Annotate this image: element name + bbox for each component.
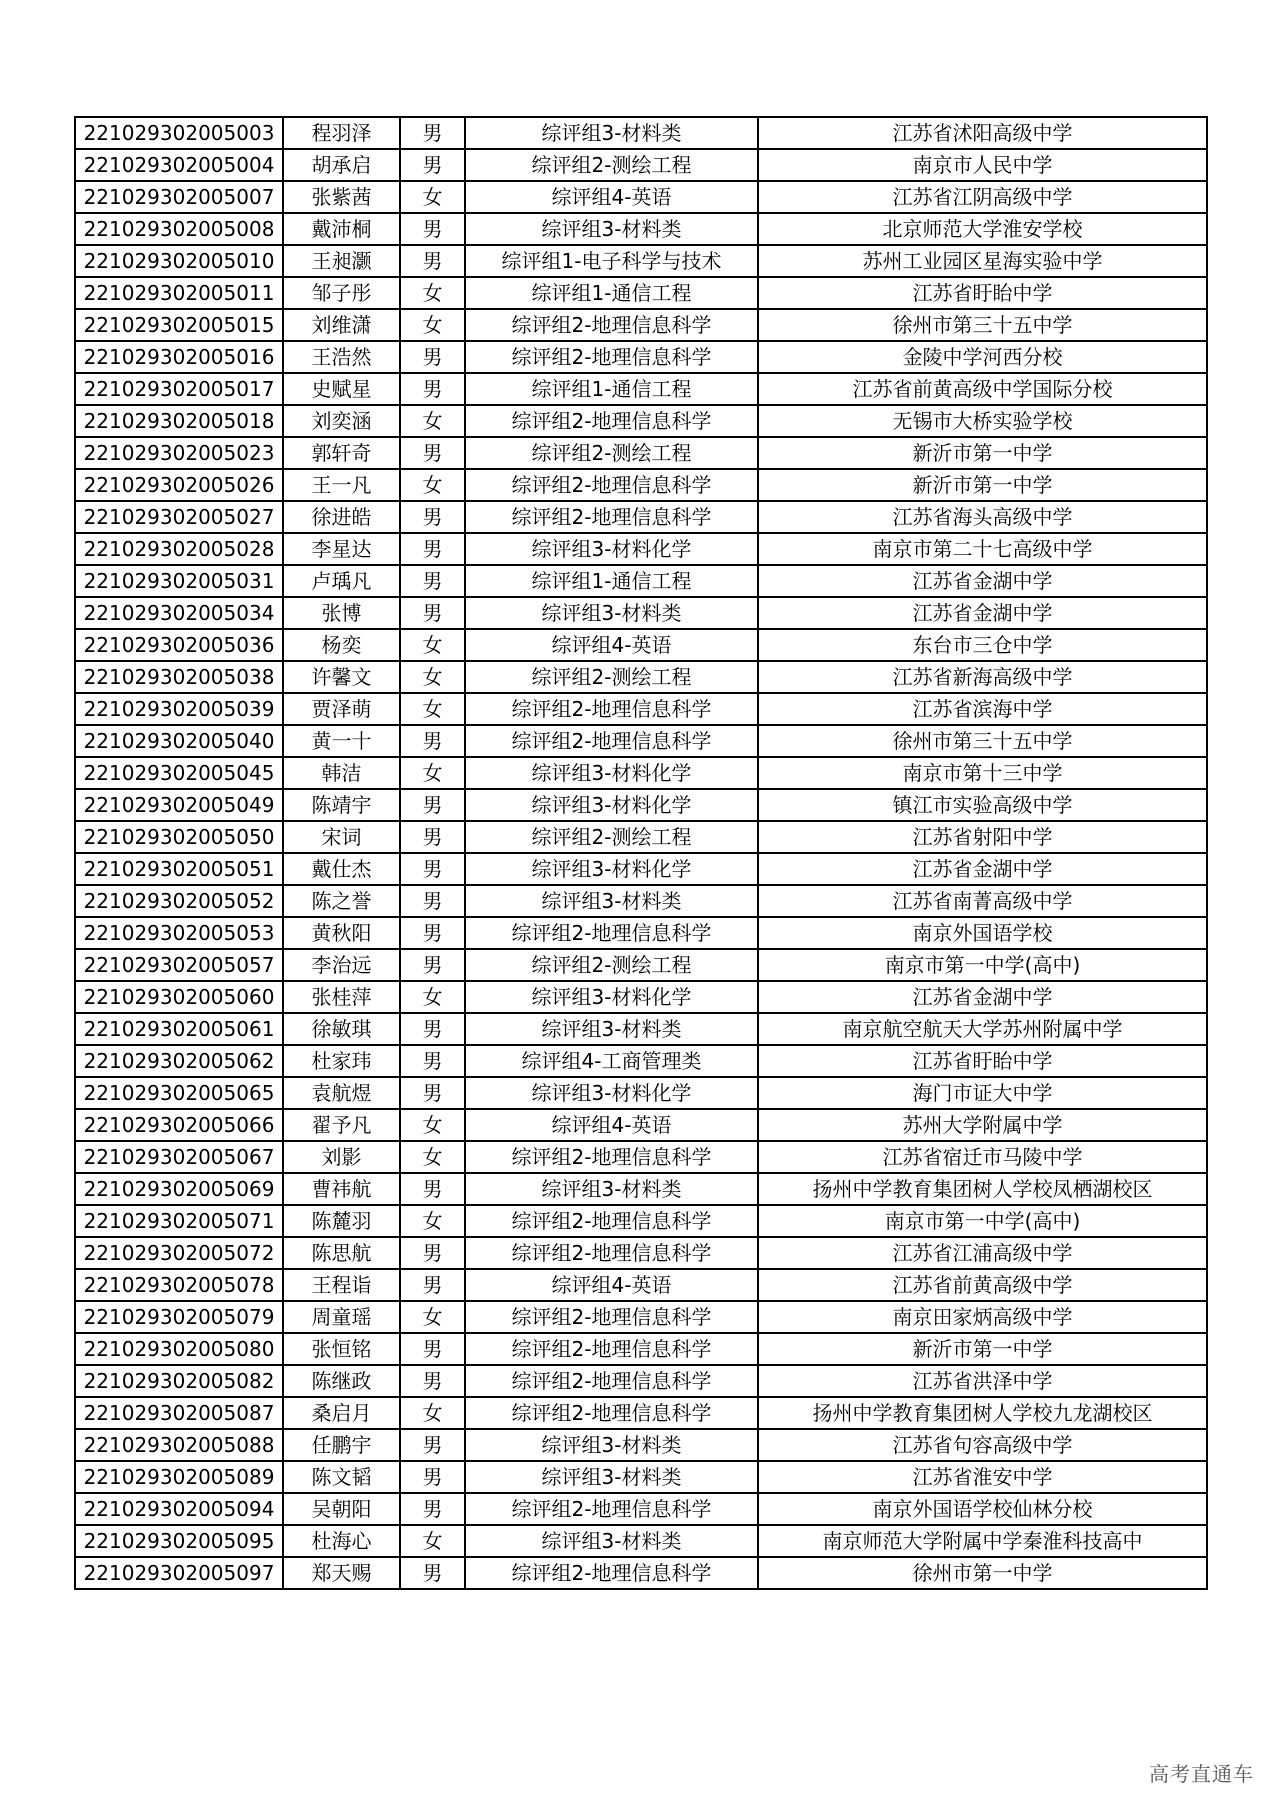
exam-id-cell: 221029302005028 <box>75 533 283 565</box>
name-cell: 徐敏琪 <box>283 1013 400 1045</box>
name-cell: 史赋星 <box>283 373 400 405</box>
table-row <box>75 693 1207 725</box>
gender-cell: 男 <box>400 341 465 373</box>
table-row <box>75 213 1207 245</box>
group-cell: 综评组2-地理信息科学 <box>465 469 758 501</box>
group-cell: 综评组3-材料类 <box>465 885 758 917</box>
school-cell: 北京师范大学淮安学校 <box>758 213 1207 245</box>
group-cell: 综评组4-英语 <box>465 181 758 213</box>
name-cell: 杨奕 <box>283 629 400 661</box>
name-cell: 陈文韬 <box>283 1461 400 1493</box>
name-cell: 王浩然 <box>283 341 400 373</box>
exam-id-cell: 221029302005072 <box>75 1237 283 1269</box>
table-row <box>75 917 1207 949</box>
name-cell: 宋词 <box>283 821 400 853</box>
group-cell: 综评组1-通信工程 <box>465 565 758 597</box>
gender-cell: 男 <box>400 437 465 469</box>
exam-id-cell: 221029302005017 <box>75 373 283 405</box>
group-cell: 综评组2-地理信息科学 <box>465 1301 758 1333</box>
gender-cell: 女 <box>400 1141 465 1173</box>
exam-id-cell: 221029302005051 <box>75 853 283 885</box>
school-cell: 江苏省宿迁市马陵中学 <box>758 1141 1207 1173</box>
school-cell: 江苏省前黄高级中学国际分校 <box>758 373 1207 405</box>
exam-id-cell: 221029302005080 <box>75 1333 283 1365</box>
gender-cell: 女 <box>400 757 465 789</box>
name-cell: 李治远 <box>283 949 400 981</box>
exam-id-cell: 221029302005049 <box>75 789 283 821</box>
gender-cell: 女 <box>400 181 465 213</box>
name-cell: 王程诣 <box>283 1269 400 1301</box>
gender-cell: 男 <box>400 1493 465 1525</box>
group-cell: 综评组1-电子科学与技术 <box>465 245 758 277</box>
name-cell: 陈继政 <box>283 1365 400 1397</box>
name-cell: 杜海心 <box>283 1525 400 1557</box>
group-cell: 综评组2-地理信息科学 <box>465 1493 758 1525</box>
table-row <box>75 1237 1207 1269</box>
gender-cell: 男 <box>400 1077 465 1109</box>
exam-id-cell: 221029302005062 <box>75 1045 283 1077</box>
group-cell: 综评组4-英语 <box>465 1269 758 1301</box>
school-cell: 徐州市第三十五中学 <box>758 309 1207 341</box>
school-cell: 苏州工业园区星海实验中学 <box>758 245 1207 277</box>
exam-id-cell: 221029302005061 <box>75 1013 283 1045</box>
group-cell: 综评组2-地理信息科学 <box>465 1557 758 1589</box>
gender-cell: 男 <box>400 1557 465 1589</box>
group-cell: 综评组2-测绘工程 <box>465 661 758 693</box>
group-cell: 综评组1-通信工程 <box>465 277 758 309</box>
gender-cell: 男 <box>400 725 465 757</box>
group-cell: 综评组2-地理信息科学 <box>465 917 758 949</box>
school-cell: 江苏省盱眙中学 <box>758 1045 1207 1077</box>
exam-id-cell: 221029302005040 <box>75 725 283 757</box>
table-row <box>75 629 1207 661</box>
group-cell: 综评组3-材料化学 <box>465 981 758 1013</box>
table-row <box>75 1557 1207 1589</box>
school-cell: 南京师范大学附属中学秦淮科技高中 <box>758 1525 1207 1557</box>
exam-id-cell: 221029302005031 <box>75 565 283 597</box>
school-cell: 镇江市实验高级中学 <box>758 789 1207 821</box>
name-cell: 郑天赐 <box>283 1557 400 1589</box>
group-cell: 综评组2-地理信息科学 <box>465 1205 758 1237</box>
table-row <box>75 245 1207 277</box>
table-row <box>75 373 1207 405</box>
gender-cell: 男 <box>400 949 465 981</box>
name-cell: 刘影 <box>283 1141 400 1173</box>
gender-cell: 男 <box>400 1237 465 1269</box>
school-cell: 江苏省句容高级中学 <box>758 1429 1207 1461</box>
gender-cell: 男 <box>400 565 465 597</box>
school-cell: 江苏省金湖中学 <box>758 981 1207 1013</box>
exam-id-cell: 221029302005004 <box>75 149 283 181</box>
exam-id-cell: 221029302005015 <box>75 309 283 341</box>
table-row <box>75 1333 1207 1365</box>
gender-cell: 男 <box>400 501 465 533</box>
table-row <box>75 1141 1207 1173</box>
group-cell: 综评组1-通信工程 <box>465 373 758 405</box>
exam-id-cell: 221029302005067 <box>75 1141 283 1173</box>
gender-cell: 男 <box>400 917 465 949</box>
exam-id-cell: 221029302005038 <box>75 661 283 693</box>
gender-cell: 男 <box>400 533 465 565</box>
name-cell: 张博 <box>283 597 400 629</box>
name-cell: 袁航煜 <box>283 1077 400 1109</box>
school-cell: 江苏省前黄高级中学 <box>758 1269 1207 1301</box>
name-cell: 曹祎航 <box>283 1173 400 1205</box>
exam-id-cell: 221029302005050 <box>75 821 283 853</box>
name-cell: 卢瑀凡 <box>283 565 400 597</box>
table-row <box>75 1045 1207 1077</box>
group-cell: 综评组3-材料化学 <box>465 853 758 885</box>
name-cell: 戴沛桐 <box>283 213 400 245</box>
school-cell: 江苏省新海高级中学 <box>758 661 1207 693</box>
school-cell: 南京市第十三中学 <box>758 757 1207 789</box>
name-cell: 陈思航 <box>283 1237 400 1269</box>
table-row <box>75 789 1207 821</box>
table-row <box>75 725 1207 757</box>
table-row <box>75 1109 1207 1141</box>
group-cell: 综评组3-材料类 <box>465 1013 758 1045</box>
gender-cell: 男 <box>400 1269 465 1301</box>
school-cell: 南京外国语学校仙林分校 <box>758 1493 1207 1525</box>
exam-id-cell: 221029302005071 <box>75 1205 283 1237</box>
exam-id-cell: 221029302005039 <box>75 693 283 725</box>
gender-cell: 男 <box>400 789 465 821</box>
gender-cell: 男 <box>400 853 465 885</box>
group-cell: 综评组2-地理信息科学 <box>465 1141 758 1173</box>
table-row <box>75 117 1207 149</box>
table-row <box>75 1077 1207 1109</box>
exam-id-cell: 221029302005065 <box>75 1077 283 1109</box>
school-cell: 江苏省盱眙中学 <box>758 277 1207 309</box>
exam-id-cell: 221029302005088 <box>75 1429 283 1461</box>
school-cell: 南京航空航天大学苏州附属中学 <box>758 1013 1207 1045</box>
group-cell: 综评组3-材料化学 <box>465 533 758 565</box>
name-cell: 张桂萍 <box>283 981 400 1013</box>
name-cell: 程羽泽 <box>283 117 400 149</box>
name-cell: 陈靖宇 <box>283 789 400 821</box>
gender-cell: 男 <box>400 1013 465 1045</box>
school-cell: 江苏省南菁高级中学 <box>758 885 1207 917</box>
table-row <box>75 1205 1207 1237</box>
gender-cell: 女 <box>400 693 465 725</box>
table-body <box>75 117 1207 1589</box>
school-cell: 苏州大学附属中学 <box>758 1109 1207 1141</box>
table-row <box>75 1525 1207 1557</box>
exam-id-cell: 221029302005018 <box>75 405 283 437</box>
group-cell: 综评组2-测绘工程 <box>465 949 758 981</box>
gender-cell: 女 <box>400 981 465 1013</box>
school-cell: 东台市三仓中学 <box>758 629 1207 661</box>
name-cell: 黄一十 <box>283 725 400 757</box>
table-row <box>75 405 1207 437</box>
group-cell: 综评组2-地理信息科学 <box>465 405 758 437</box>
school-cell: 南京外国语学校 <box>758 917 1207 949</box>
group-cell: 综评组2-地理信息科学 <box>465 693 758 725</box>
exam-id-cell: 221029302005097 <box>75 1557 283 1589</box>
school-cell: 无锡市大桥实验学校 <box>758 405 1207 437</box>
group-cell: 综评组2-地理信息科学 <box>465 1365 758 1397</box>
table-row <box>75 149 1207 181</box>
table-row <box>75 1013 1207 1045</box>
name-cell: 黄秋阳 <box>283 917 400 949</box>
group-cell: 综评组3-材料类 <box>465 213 758 245</box>
school-cell: 新沂市第一中学 <box>758 1333 1207 1365</box>
gender-cell: 女 <box>400 277 465 309</box>
gender-cell: 女 <box>400 405 465 437</box>
table-row <box>75 1173 1207 1205</box>
group-cell: 综评组2-地理信息科学 <box>465 501 758 533</box>
exam-id-cell: 221029302005016 <box>75 341 283 373</box>
school-cell: 新沂市第一中学 <box>758 469 1207 501</box>
table-row <box>75 1461 1207 1493</box>
name-cell: 戴仕杰 <box>283 853 400 885</box>
group-cell: 综评组2-地理信息科学 <box>465 1397 758 1429</box>
table-row <box>75 565 1207 597</box>
gender-cell: 男 <box>400 117 465 149</box>
gender-cell: 男 <box>400 821 465 853</box>
gender-cell: 女 <box>400 629 465 661</box>
exam-id-cell: 221029302005066 <box>75 1109 283 1141</box>
table-row <box>75 181 1207 213</box>
gender-cell: 男 <box>400 1365 465 1397</box>
name-cell: 周童瑶 <box>283 1301 400 1333</box>
table-row <box>75 1269 1207 1301</box>
group-cell: 综评组2-地理信息科学 <box>465 309 758 341</box>
exam-id-cell: 221029302005057 <box>75 949 283 981</box>
gender-cell: 女 <box>400 309 465 341</box>
exam-id-cell: 221029302005052 <box>75 885 283 917</box>
school-cell: 江苏省海头高级中学 <box>758 501 1207 533</box>
group-cell: 综评组3-材料类 <box>465 1525 758 1557</box>
table-row <box>75 533 1207 565</box>
exam-id-cell: 221029302005023 <box>75 437 283 469</box>
table-row <box>75 757 1207 789</box>
group-cell: 综评组4-英语 <box>465 1109 758 1141</box>
name-cell: 韩洁 <box>283 757 400 789</box>
table-row <box>75 1397 1207 1429</box>
gender-cell: 女 <box>400 1109 465 1141</box>
group-cell: 综评组3-材料类 <box>465 117 758 149</box>
name-cell: 王一凡 <box>283 469 400 501</box>
table-row <box>75 1365 1207 1397</box>
name-cell: 刘奕涵 <box>283 405 400 437</box>
gender-cell: 男 <box>400 1045 465 1077</box>
exam-id-cell: 221029302005087 <box>75 1397 283 1429</box>
exam-id-cell: 221029302005069 <box>75 1173 283 1205</box>
name-cell: 许馨文 <box>283 661 400 693</box>
gender-cell: 女 <box>400 1205 465 1237</box>
exam-id-cell: 221029302005089 <box>75 1461 283 1493</box>
school-cell: 江苏省江阴高级中学 <box>758 181 1207 213</box>
name-cell: 任鹏宇 <box>283 1429 400 1461</box>
table-row <box>75 341 1207 373</box>
school-cell: 南京市第一中学(高中) <box>758 1205 1207 1237</box>
group-cell: 综评组3-材料类 <box>465 597 758 629</box>
exam-id-cell: 221029302005008 <box>75 213 283 245</box>
table-row <box>75 277 1207 309</box>
school-cell: 江苏省滨海中学 <box>758 693 1207 725</box>
gender-cell: 女 <box>400 1397 465 1429</box>
gender-cell: 女 <box>400 1301 465 1333</box>
watermark-text: 高考直通车 <box>1149 1762 1254 1786</box>
table-row <box>75 501 1207 533</box>
gender-cell: 男 <box>400 1461 465 1493</box>
name-cell: 张恒铭 <box>283 1333 400 1365</box>
exam-id-cell: 221029302005026 <box>75 469 283 501</box>
school-cell: 扬州中学教育集团树人学校凤栖湖校区 <box>758 1173 1207 1205</box>
name-cell: 翟予凡 <box>283 1109 400 1141</box>
school-cell: 江苏省沭阳高级中学 <box>758 117 1207 149</box>
gender-cell: 男 <box>400 885 465 917</box>
group-cell: 综评组4-英语 <box>465 629 758 661</box>
group-cell: 综评组2-测绘工程 <box>465 437 758 469</box>
name-cell: 郭轩奇 <box>283 437 400 469</box>
table-row <box>75 821 1207 853</box>
name-cell: 张紫茜 <box>283 181 400 213</box>
school-cell: 南京田家炳高级中学 <box>758 1301 1207 1333</box>
table-row <box>75 469 1207 501</box>
table-row <box>75 597 1207 629</box>
group-cell: 综评组2-测绘工程 <box>465 149 758 181</box>
school-cell: 南京市第二十七高级中学 <box>758 533 1207 565</box>
school-cell: 江苏省淮安中学 <box>758 1461 1207 1493</box>
group-cell: 综评组3-材料类 <box>465 1461 758 1493</box>
group-cell: 综评组3-材料类 <box>465 1173 758 1205</box>
name-cell: 刘维潇 <box>283 309 400 341</box>
gender-cell: 男 <box>400 597 465 629</box>
exam-id-cell: 221029302005082 <box>75 1365 283 1397</box>
school-cell: 南京市人民中学 <box>758 149 1207 181</box>
school-cell: 江苏省江浦高级中学 <box>758 1237 1207 1269</box>
exam-id-cell: 221029302005060 <box>75 981 283 1013</box>
group-cell: 综评组2-地理信息科学 <box>465 1333 758 1365</box>
school-cell: 江苏省金湖中学 <box>758 597 1207 629</box>
school-cell: 金陵中学河西分校 <box>758 341 1207 373</box>
group-cell: 综评组2-地理信息科学 <box>465 725 758 757</box>
name-cell: 王昶灏 <box>283 245 400 277</box>
school-cell: 江苏省金湖中学 <box>758 565 1207 597</box>
exam-id-cell: 221029302005053 <box>75 917 283 949</box>
name-cell: 桑启月 <box>283 1397 400 1429</box>
table-row <box>75 1493 1207 1525</box>
school-cell: 扬州中学教育集团树人学校九龙湖校区 <box>758 1397 1207 1429</box>
group-cell: 综评组4-工商管理类 <box>465 1045 758 1077</box>
table-row <box>75 661 1207 693</box>
name-cell: 陈之誉 <box>283 885 400 917</box>
school-cell: 江苏省射阳中学 <box>758 821 1207 853</box>
gender-cell: 女 <box>400 1525 465 1557</box>
table-row <box>75 949 1207 981</box>
gender-cell: 男 <box>400 373 465 405</box>
gender-cell: 男 <box>400 1429 465 1461</box>
name-cell: 李星达 <box>283 533 400 565</box>
student-list-table <box>74 116 1208 1590</box>
table-row <box>75 981 1207 1013</box>
group-cell: 综评组2-地理信息科学 <box>465 341 758 373</box>
exam-id-cell: 221029302005095 <box>75 1525 283 1557</box>
exam-id-cell: 221029302005036 <box>75 629 283 661</box>
exam-id-cell: 221029302005034 <box>75 597 283 629</box>
school-cell: 江苏省洪泽中学 <box>758 1365 1207 1397</box>
exam-id-cell: 221029302005003 <box>75 117 283 149</box>
exam-id-cell: 221029302005010 <box>75 245 283 277</box>
table-row <box>75 437 1207 469</box>
group-cell: 综评组3-材料类 <box>465 1429 758 1461</box>
gender-cell: 女 <box>400 469 465 501</box>
school-cell: 南京市第一中学(高中) <box>758 949 1207 981</box>
exam-id-cell: 221029302005007 <box>75 181 283 213</box>
group-cell: 综评组3-材料化学 <box>465 757 758 789</box>
exam-id-cell: 221029302005011 <box>75 277 283 309</box>
group-cell: 综评组2-地理信息科学 <box>465 1237 758 1269</box>
table-row <box>75 309 1207 341</box>
table-row <box>75 1301 1207 1333</box>
school-cell: 新沂市第一中学 <box>758 437 1207 469</box>
gender-cell: 女 <box>400 661 465 693</box>
table-row <box>75 885 1207 917</box>
school-cell: 徐州市第一中学 <box>758 1557 1207 1589</box>
school-cell: 江苏省金湖中学 <box>758 853 1207 885</box>
table-row <box>75 1429 1207 1461</box>
name-cell: 杜家玮 <box>283 1045 400 1077</box>
gender-cell: 男 <box>400 213 465 245</box>
exam-id-cell: 221029302005027 <box>75 501 283 533</box>
table-row <box>75 853 1207 885</box>
group-cell: 综评组3-材料化学 <box>465 789 758 821</box>
name-cell: 吴朝阳 <box>283 1493 400 1525</box>
exam-id-cell: 221029302005079 <box>75 1301 283 1333</box>
exam-id-cell: 221029302005078 <box>75 1269 283 1301</box>
name-cell: 邹子彤 <box>283 277 400 309</box>
group-cell: 综评组3-材料化学 <box>465 1077 758 1109</box>
exam-id-cell: 221029302005045 <box>75 757 283 789</box>
name-cell: 徐进皓 <box>283 501 400 533</box>
gender-cell: 男 <box>400 1333 465 1365</box>
name-cell: 陈麓羽 <box>283 1205 400 1237</box>
name-cell: 贾泽萌 <box>283 693 400 725</box>
gender-cell: 男 <box>400 149 465 181</box>
school-cell: 海门市证大中学 <box>758 1077 1207 1109</box>
group-cell: 综评组2-测绘工程 <box>465 821 758 853</box>
name-cell: 胡承启 <box>283 149 400 181</box>
school-cell: 徐州市第三十五中学 <box>758 725 1207 757</box>
exam-id-cell: 221029302005094 <box>75 1493 283 1525</box>
gender-cell: 男 <box>400 1173 465 1205</box>
gender-cell: 男 <box>400 245 465 277</box>
